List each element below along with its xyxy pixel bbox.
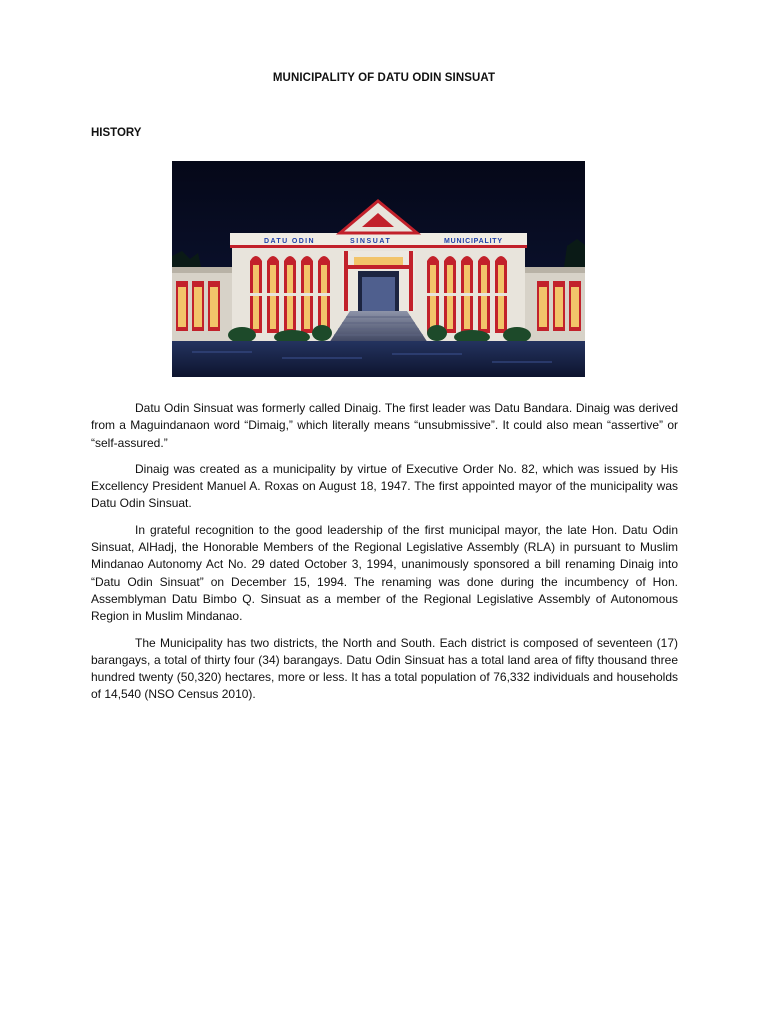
document-title: MUNICIPALITY OF DATU ODIN SINSUAT: [272, 72, 496, 84]
history-paragraph: Datu Odin Sinsuat was formerly called Dinaig. The first leader was Datu Bandara. Dinaig was derived from a Maguindanaon word “Dimaig,” which literally means “unsubmissive”. It could also mean “assertive” or “self-assured.”: [91, 401, 678, 450]
left-facade-windows: [250, 256, 330, 333]
history-paragraph: The Municipality has two districts, the North and South. Each district is composed of seventeen (17) barangays, a total of thirty four (34) barangays. Datu Odin Sinsuat has a total land area of fifty thousand three hundred twenty (50,320) hectares, more or less. It has a total population of 76,332 individuals and households of 14,540 (NSO Census 2010).: [91, 635, 678, 702]
left-wing-arches: [176, 281, 220, 331]
municipal-hall-illustration: [172, 161, 585, 377]
history-paragraph: Dinaig was created as a municipality by virtue of Executive Order No. 82, which was issued by His Excellency President Manuel A. Roxas on August 18, 1947. The first appointed mayor of the municipality was Datu Odin Sinsuat.: [91, 461, 678, 511]
history-body: [91, 400, 678, 713]
history-paragraph: In grateful recognition to the good leadership of the first municipal mayor, the late Hon. Datu Odin Sinsuat, AlHadj, the Honorable Members of the Regional Legislative Assembly (RLA) in pursuant to Muslim Mindanao Autonomy Act No. 29 dated October 3, 1994, unanimously sponsored a bill renaming Dinaig into “Datu Odin Sinsuat” on December 15, 1994. The renaming was done during the incumbency of Hon. Assemblyman Datu Bimbo Q. Sinsuat as a member of the Regional Legislative Assembly of Autonomous Region in Muslim Mindanao.: [91, 522, 678, 624]
central-entrance: [342, 251, 415, 311]
municipal-hall-photo: [172, 161, 585, 377]
facade-sign-right: MUNICIPALITY: [444, 238, 503, 245]
right-wing-arches: [537, 281, 581, 331]
section-heading-history: HISTORY: [91, 127, 142, 139]
facade-sign-center: SINSUAT: [350, 238, 392, 245]
right-facade-windows: [427, 256, 507, 333]
facade-sign-left: DATU ODIN: [264, 238, 315, 245]
plaza-ground: [172, 341, 585, 377]
